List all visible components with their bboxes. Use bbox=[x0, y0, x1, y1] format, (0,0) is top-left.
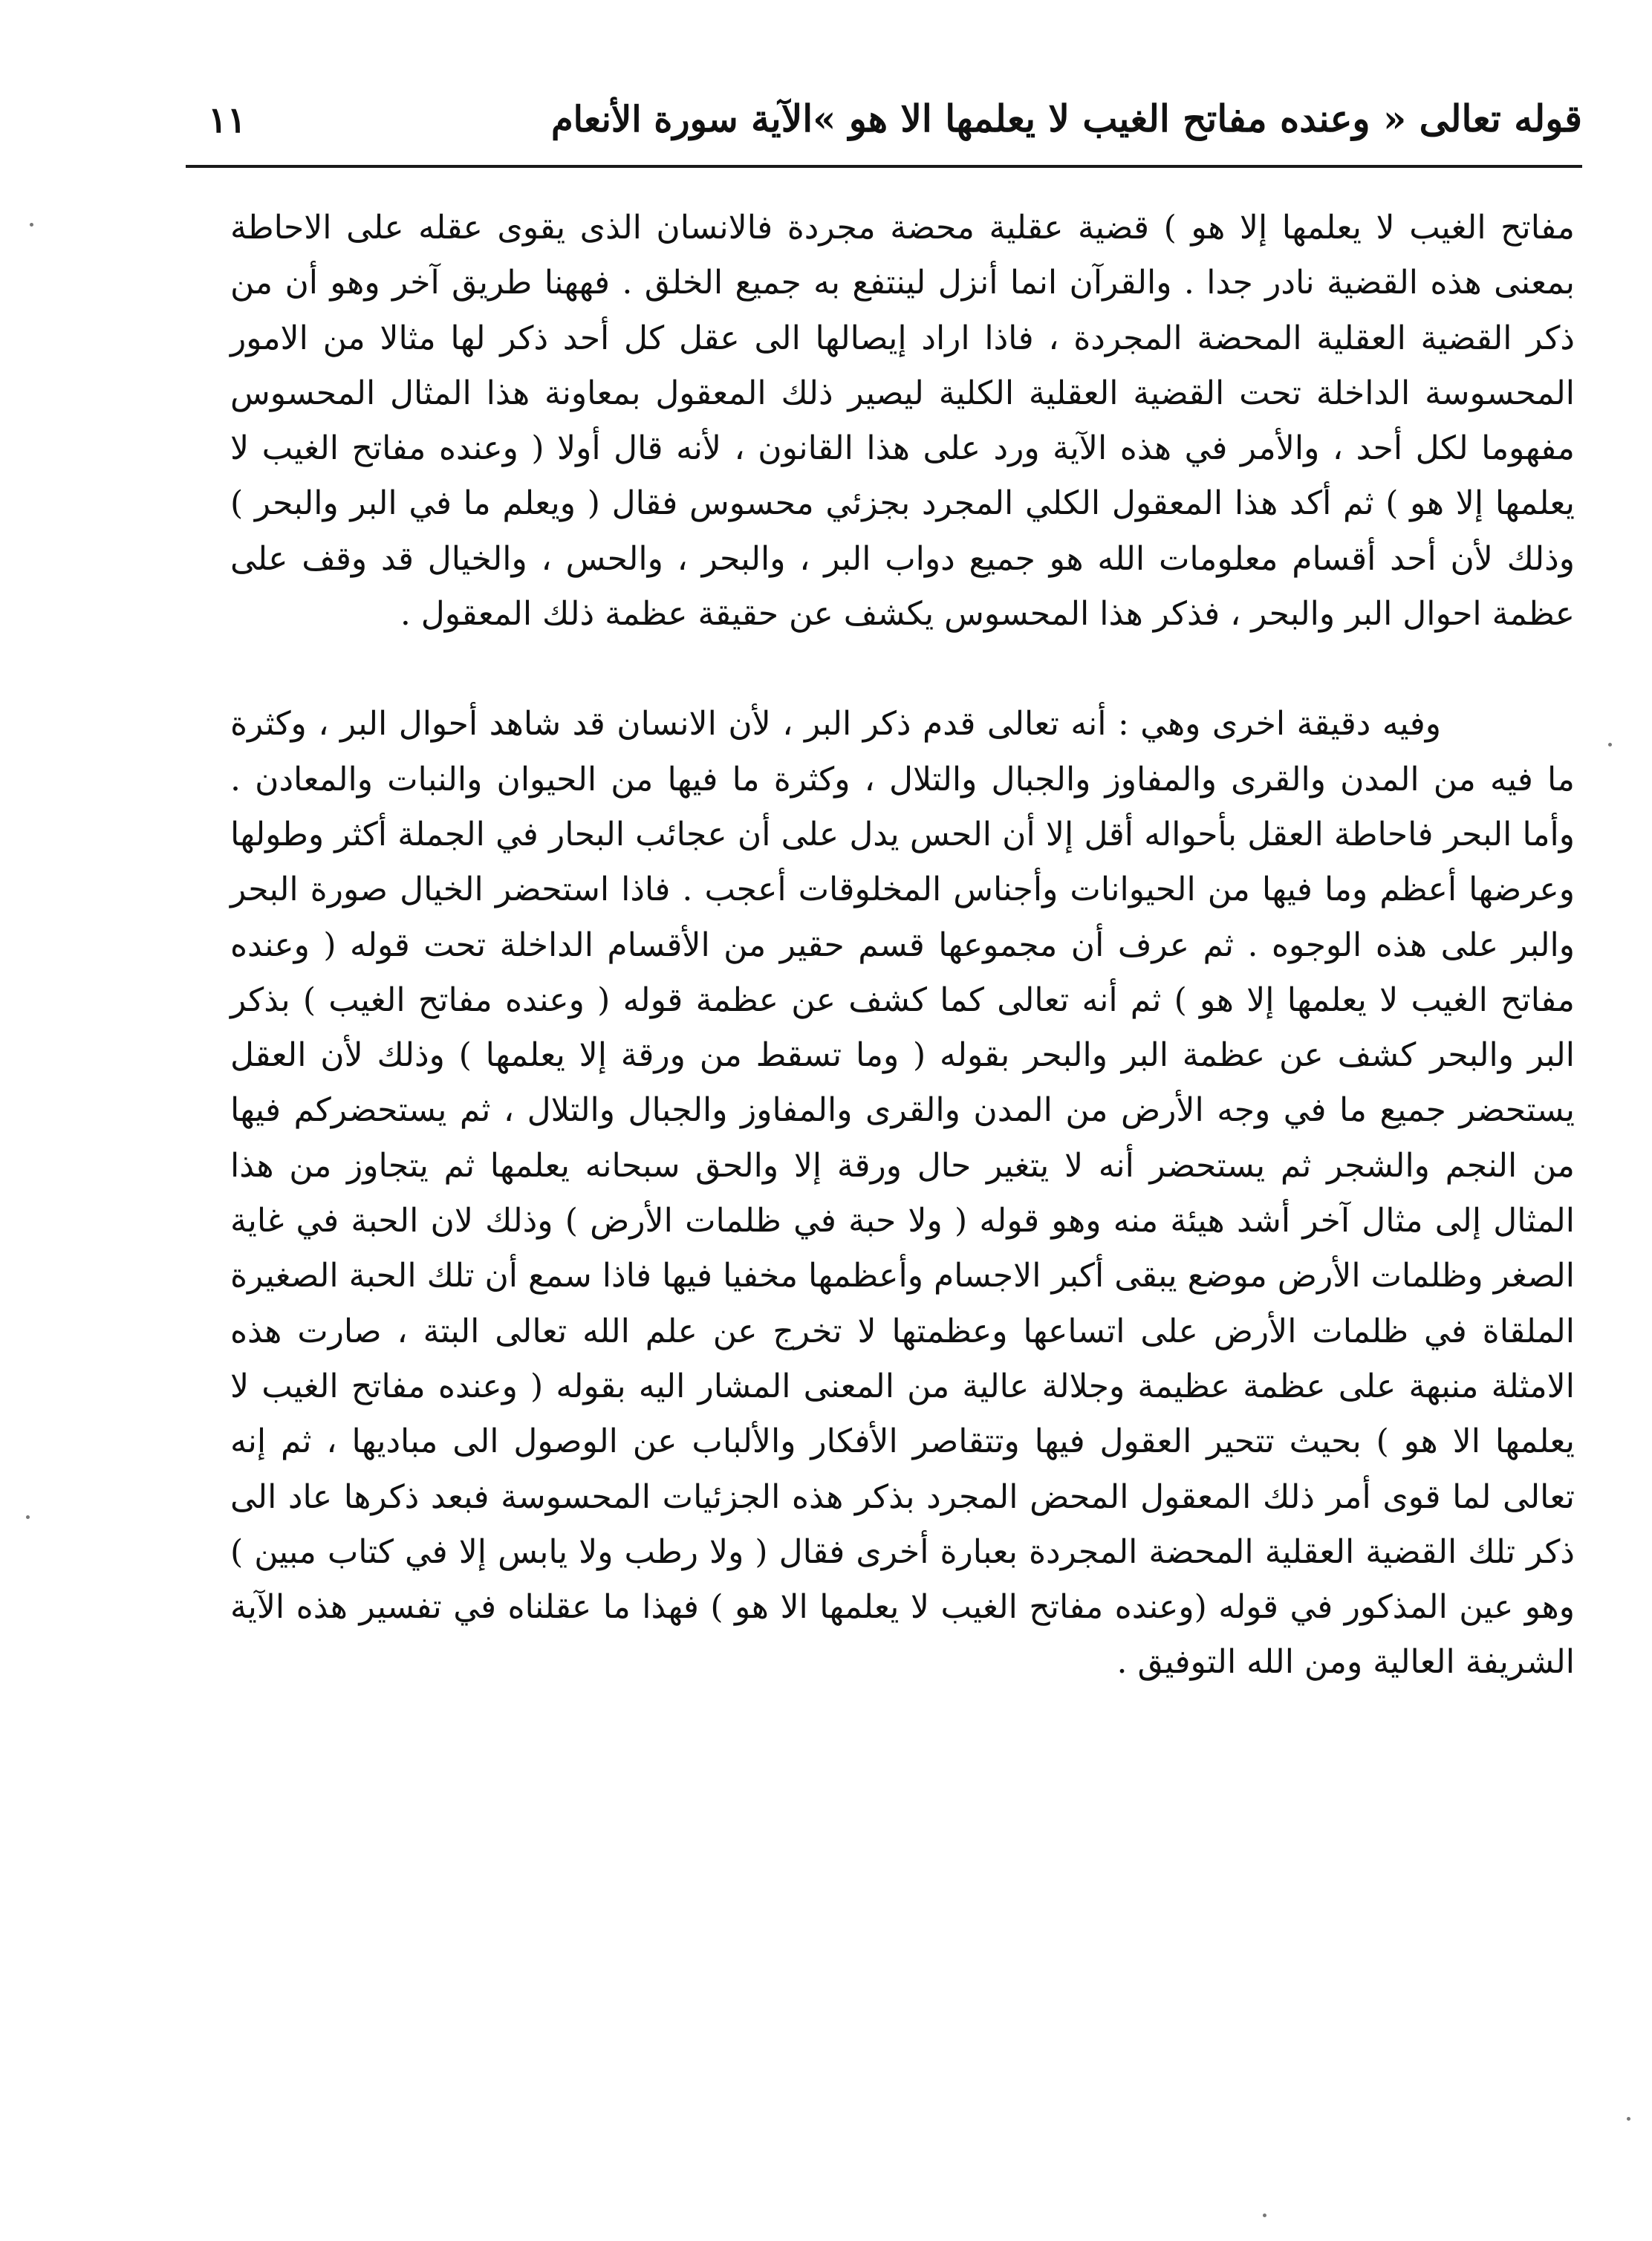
header-title bbox=[551, 93, 1582, 146]
scan-speck bbox=[30, 223, 33, 227]
paragraph-2: وفيه دقيقة اخرى وهي : أنه تعالى قدم ذكر البر ، لأن الانسان قد شاهد أحوال البر ، وكثرة ما فيه من المدن والقرى والمفاوز والجبال والتلال ، وكثرة ما فيها من الحيوان والنبات والمعادن . وأما البحر فاحاطة العقل بأحواله أقل إلا أن الحس يدل على أن عجائب البحار في الجملة أكثر وطولها وعرضها أعظم وما فيها من الحيوانات وأجناس المخلوقات أعجب . فاذا استحضر الخيال صورة البحر والبر على هذه الوجوه . ثم عرف أن مجموعها قسم حقير من الأقسام الداخلة تحت قوله ( وعنده مفاتح الغيب لا يعلمها إلا هو ) ثم أنه تعالى كما كشف عن عظمة قوله ( وعنده مفاتح الغيب ) بذكر البر والبحر كشف عن عظمة البر والبحر بقوله ( وما تسقط من ورقة إلا يعلمها ) وذلك لأن العقل يستحضر جميع ما في وجه الأرض من المدن والقرى والمفاوز والجبال والتلال ، ثم يستحضركم فيها من النجم والشجر ثم يستحضر أنه لا يتغير حال ورقة إلا والحق سبحانه يعلمها ثم يتجاوز من هذا المثال إلى مثال آخر أشد هيئة منه وهو قوله ( ولا حبة في ظلمات الأرض ) وذلك لان الحبة في غاية الصغر وظلمات الأرض موضع يبقى أكبر الاجسام وأعظمها مخفيا فيها فاذا سمع أن تلك الحبة الصغيرة الملقاة في ظلمات الأرض على اتساعها وعظمتها لا تخرج عن علم الله تعالى البتة ، صارت هذه الامثلة منبهة على عظمة عظيمة وجلالة عالية من المعنى المشار اليه بقوله ( وعنده مفاتح الغيب لا يعلمها الا هو ) بحيث تتحير العقول فيها وتتقاصر الأفكار والألباب عن الوصول الى مباديها ، ثم إنه تعالى لما قوى أمر ذلك المعقول المحض المجرد بذكر هذه الجزئيات المحسوسة فبعد ذكرها عاد الى ذكر تلك القضية العقلية المحضة المجردة بعبارة أخرى فقال ( ولا رطب ولا يابس إلا في كتاب مبين ) وهو عين المذكور في قوله (وعنده مفاتح الغيب لا يعلمها الا هو ) فهذا ما عقلناه في تفسير هذه الآية الشريفة العالية ومن الله التوفيق . bbox=[230, 705, 1575, 1682]
header-title-main: قوله تعالى « وعنده مفاتح الغيب لا يعلمها الا هو »الآية bbox=[751, 97, 1582, 140]
scan-speck bbox=[1263, 2214, 1266, 2217]
paragraph-1: مفاتح الغيب لا يعلمها إلا هو ) قضية عقلية محضة مجردة فالانسان الذى يقوى عقله على الاحاطة بمعنى هذه القضية نادر جدا . والقرآن انما أنزل لينتفع به جميع الخلق . فههنا طريق آخر وهو أن من ذكر القضية العقلية المحضة المجردة ، فاذا اراد إيصالها الى عقل كل أحد ذكر لها مثالا من الامور المحسوسة الداخلة تحت القضية العقلية الكلية ليصير ذلك المعقول بمعاونة هذا المثال المحسوس مفهوما لكل أحد ، والأمر في هذه الآية ورد على هذا القانون ، لأنه قال أولا ( وعنده مفاتح الغيب لا يعلمها إلا هو ) ثم أكد هذا المعقول الكلي المجرد بجزئي محسوس فقال ( ويعلم ما في البر والبحر ) وذلك لأن أحد أقسام معلومات الله هو جميع دواب البر ، والبحر ، والحس ، والخيال قد وقف على عظمة احوال البر والبحر ، فذكر هذا المحسوس يكشف عن حقيقة عظمة ذلك المعقول . bbox=[230, 209, 1575, 634]
scan-speck bbox=[1627, 2117, 1630, 2121]
scan-speck bbox=[26, 1515, 30, 1519]
scan-speck bbox=[1608, 743, 1612, 747]
header-surah-name: سورة الأنعام bbox=[550, 99, 738, 140]
main-text bbox=[230, 201, 1575, 1691]
running-header bbox=[186, 78, 1582, 152]
header-divider bbox=[186, 165, 1582, 168]
page-number: ١١ bbox=[208, 100, 247, 141]
